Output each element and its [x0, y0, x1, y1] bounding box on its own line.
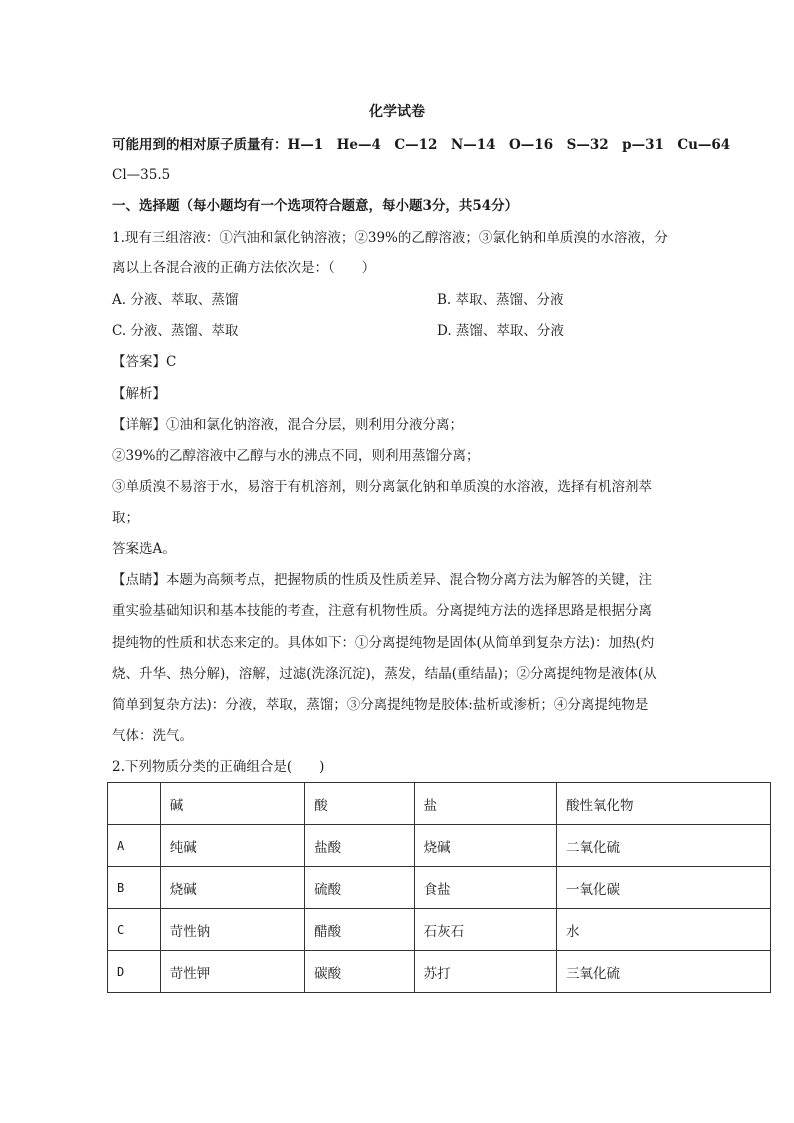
table-cell: 烧碱 [414, 825, 556, 867]
header-cell-acid: 酸 [305, 783, 415, 825]
q1-analysis-heading: 【解析】 [112, 386, 166, 402]
table-cell: 一氧化碳 [557, 867, 771, 909]
table-cell: 硫酸 [305, 867, 415, 909]
table-cell: 食盐 [414, 867, 556, 909]
table-cell: 苛性钠 [160, 909, 304, 951]
q1-detail-1: 【详解】①油和氯化钠溶液，混合分层，则利用分液分离； [112, 417, 463, 433]
table-cell: 盐酸 [305, 825, 415, 867]
table-row [108, 825, 771, 867]
q1-tip-line-6: 气体：洗气。 [112, 728, 193, 744]
table-cell: 醋酸 [305, 909, 415, 951]
table-row [108, 951, 771, 993]
table-cell: 二氧化硫 [557, 825, 771, 867]
section-heading: 一、选择题（每小题均有一个选项符合题意，每小题3分，共54分） [112, 198, 519, 214]
table-cell: 碳酸 [305, 951, 415, 993]
q1-stem-line-2: 离以上各混合液的正确方法依次是：（ ） [112, 260, 376, 276]
table-row [108, 867, 771, 909]
q1-option-a: A. 分液、萃取、蒸馏 [112, 292, 239, 308]
q1-option-b: B. 萃取、蒸馏、分液 [437, 292, 564, 308]
table-cell: 苏打 [414, 951, 556, 993]
table-cell: 苛性钾 [160, 951, 304, 993]
q1-detail-2: ②39%的乙醇溶液中乙醇与水的沸点不同，则利用蒸馏分离； [112, 448, 480, 464]
q1-option-d: D. 蒸馏、萃取、分液 [437, 323, 564, 339]
row-label: A [108, 825, 161, 867]
table-cell: 水 [557, 909, 771, 951]
atomic-masses-line-2: Cl—35.5 [112, 167, 171, 183]
q1-tip-line-3: 提纯物的性质和状态来定的。具体如下：①分离提纯物是固体(从简单到复杂方法)：加热(灼 [112, 635, 655, 651]
header-cell-salt: 盐 [414, 783, 556, 825]
q1-tip-line-1: 【点睛】本题为高频考点，把握物质的性质及性质差异、混合物分离方法为解答的关键，注 [112, 572, 652, 588]
header-cell-acidic-oxide: 酸性氧化物 [557, 783, 771, 825]
page-title: 化学试卷 [369, 104, 425, 120]
table-cell: 三氧化硫 [557, 951, 771, 993]
table-header-row [108, 783, 771, 825]
q1-tip-line-2: 重实验基础知识和基本技能的考查，注意有机物性质。分离提纯方法的选择思路是根据分离 [112, 603, 652, 619]
row-label: C [108, 909, 161, 951]
row-label: D [108, 951, 161, 993]
header-cell-empty [108, 783, 161, 825]
table-cell: 纯碱 [160, 825, 304, 867]
table-cell: 烧碱 [160, 867, 304, 909]
row-label: B [108, 867, 161, 909]
q2-stem: 2.下列物质分类的正确组合是( ) [112, 759, 325, 775]
q1-answer: 【答案】C [112, 354, 177, 370]
q2-classification-table [107, 782, 771, 993]
atomic-masses-line-1: 可能用到的相对原子质量有：H—1 He—4 C—12 N—14 O—16 S—32 p—31 Cu—64 [112, 137, 731, 153]
q1-tip-line-4: 烧、升华、热分解)，溶解，过滤(洗涤沉淀)，蒸发，结晶(重结晶)；②分离提纯物是液体(从 [112, 666, 657, 682]
q1-tip-line-5: 简单到复杂方法)：分液，萃取，蒸馏；③分离提纯物是胶体:盐析或渗析；④分离提纯物是 [112, 697, 649, 713]
q1-option-c: C. 分液、蒸馏、萃取 [112, 323, 239, 339]
table-row [108, 909, 771, 951]
header-cell-base: 碱 [160, 783, 304, 825]
table-cell: 石灰石 [414, 909, 556, 951]
q1-stem-line-1: 1.现有三组溶液：①汽油和氯化钠溶液；②39%的乙醇溶液；③氯化钠和单质溴的水溶液，分 [112, 230, 668, 246]
q1-detail-3a: ③单质溴不易溶于水，易溶于有机溶剂，则分离氯化钠和单质溴的水溶液，选择有机溶剂萃 [112, 479, 652, 495]
q1-conclusion: 答案选A。 [112, 541, 176, 557]
q1-detail-3b: 取； [112, 510, 139, 526]
